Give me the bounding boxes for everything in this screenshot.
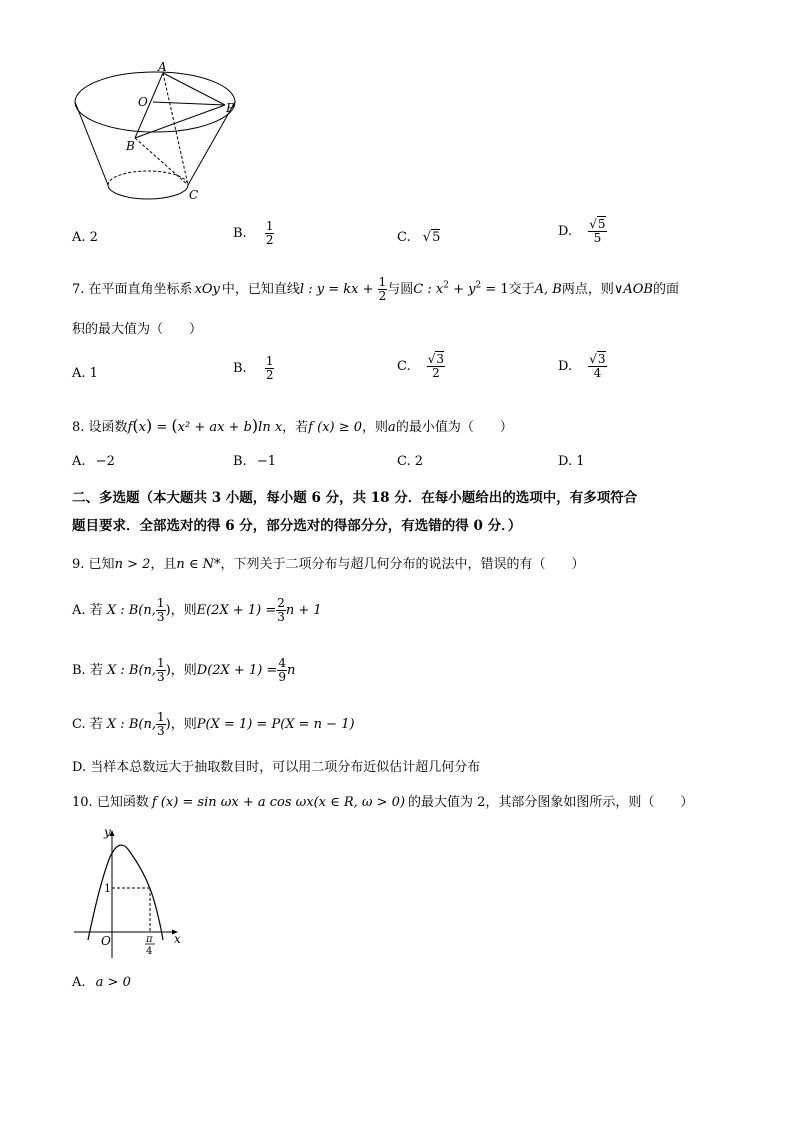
q7-line1 — [72, 276, 679, 303]
q7-text-c: 与圆 — [387, 282, 414, 297]
q6-d-num — [588, 218, 606, 232]
q10-stem — [72, 791, 693, 810]
bottom-ellipse-back — [108, 171, 188, 185]
q7-option-d-fraction — [588, 353, 606, 380]
q7-b-num: 1 — [265, 354, 274, 368]
origin-label: O — [101, 934, 111, 948]
q6-c-root: √ — [422, 230, 432, 245]
label-P: P — [226, 101, 235, 115]
q9-a-frac2 — [276, 597, 286, 624]
q8-ln: ln x — [258, 420, 283, 435]
q7-option-b-fraction — [265, 355, 275, 382]
q9-text-b: ，且 — [150, 557, 177, 572]
q9-b-frac2 — [277, 657, 287, 684]
label-B: B — [126, 139, 135, 153]
q8-stem — [72, 416, 513, 435]
q7-c-radicand: 3 — [436, 352, 445, 366]
q9-option-c — [72, 711, 355, 738]
q7-text-d: 交于 — [508, 282, 535, 297]
q6-d-radicand: 5 — [597, 217, 606, 231]
q7-triangle: ∨AOB — [613, 282, 653, 297]
q9-b-expr: D(2X + 1) = — [196, 663, 278, 678]
q9-a-then: ，则 — [170, 603, 197, 618]
q10-a-value: a > 0 — [95, 975, 131, 990]
q9-b-tail: n — [286, 663, 296, 678]
q7-line2-text: 积的最大值为（ ） — [72, 322, 203, 337]
q10-text-a: 已知函数 — [96, 795, 149, 810]
q9-b-b: B(n, — [128, 663, 157, 678]
q9-b-then: ，则 — [170, 663, 197, 678]
q8-option-a-value: −2 — [95, 454, 115, 469]
q7-option-a — [72, 366, 98, 381]
q8-rparen: ) — [145, 416, 153, 435]
q8-poly: x² + ax + b — [177, 420, 252, 435]
q9-c-frac1 — [156, 711, 166, 738]
q8-option-b-label: B. — [233, 454, 247, 469]
q9-a-pre: 若 — [89, 603, 103, 618]
q7-circle: C : x — [413, 282, 444, 297]
q8-option-d-label: D. — [558, 454, 573, 469]
q6-d-root: √ — [589, 217, 597, 231]
q9-b-x: X : — [106, 663, 125, 678]
q9-a-label: A. — [72, 603, 86, 618]
q8-lparen: ( — [132, 416, 139, 435]
q6-option-d-fraction — [588, 218, 606, 245]
segment-OP — [153, 102, 225, 105]
tick-pi-label: π — [146, 934, 153, 945]
q9-b-n2: 4 — [278, 656, 286, 670]
q8-x: x — [138, 420, 146, 435]
q7-option-c-label: C. — [397, 359, 411, 374]
label-O: O — [138, 95, 148, 109]
section2-line1-text: 二、多选题（本大题共 3 小题，每小题 6 分，共 18 分．在每小题给出的选项中，有多项符合 — [72, 490, 638, 506]
q6-option-a-label: A. — [72, 230, 86, 245]
q7-option-c — [397, 353, 445, 380]
q9-c-n1: 1 — [156, 710, 165, 724]
q8-option-b — [233, 454, 276, 469]
q10-func: f (x) = sin ωx + a cos ωx(x ∈ R, ω > 0) — [151, 795, 406, 810]
q6-d-den: 5 — [593, 231, 602, 245]
q6-b-den: 2 — [265, 233, 274, 247]
q9-a-d1: 3 — [156, 610, 165, 624]
q8-number: 8. — [72, 420, 85, 435]
q7-option-a-label: A. — [72, 366, 86, 381]
q9-c-close: ) — [165, 717, 171, 732]
q9-cond1: n > 2 — [114, 557, 151, 572]
q9-text-a: 已知 — [88, 557, 115, 572]
q7-c-num — [427, 353, 445, 367]
q9-a-frac1 — [156, 597, 166, 624]
q7-option-b — [233, 355, 274, 382]
q8-text-c: ，则 — [362, 420, 389, 435]
q7-sup-y: 2 — [475, 280, 482, 291]
q8-option-d-value: 1 — [576, 454, 585, 469]
q9-a-b: B(n, — [128, 603, 156, 618]
q8-text-b: ，若 — [282, 420, 309, 435]
q9-b-pre: 若 — [89, 663, 103, 678]
side-left — [75, 102, 108, 185]
tick-1-label: 1 — [104, 882, 111, 895]
q10-text-b: 的最大值为 2，其部分图象如图所示，则（ ） — [408, 795, 694, 810]
q9-b-n1: 1 — [157, 656, 165, 670]
q9-a-d2: 3 — [277, 610, 285, 624]
q7-option-d-label: D. — [558, 359, 573, 374]
q9-c-b: B(n, — [128, 717, 156, 732]
q6-option-b-fraction — [265, 220, 275, 247]
q6-option-b-label: B. — [233, 226, 247, 241]
section2-line2 — [72, 514, 521, 534]
q7-option-b-label: B. — [233, 361, 247, 376]
q7-c-den: 2 — [432, 366, 440, 380]
q6-option-d — [558, 218, 607, 245]
tick-four-label: 4 — [146, 946, 153, 957]
q9-b-frac1 — [156, 657, 166, 684]
q8-cond: f (x) ≥ 0 — [308, 420, 363, 435]
q6-option-a — [72, 230, 98, 245]
q9-a-n2: 2 — [277, 596, 285, 610]
label-A: A — [158, 60, 167, 74]
q8-option-a — [72, 454, 115, 469]
q8-a: a — [388, 420, 396, 435]
q9-a-x: X : — [106, 603, 125, 618]
q9-text-c: ，下列关于二项分布与超几何分布的说法中，错误的有（ ） — [220, 557, 585, 572]
q9-a-tail: n + 1 — [285, 603, 322, 618]
q9-c-pre: 若 — [89, 717, 103, 732]
q8-option-d — [558, 454, 585, 469]
q8-option-c-value: 2 — [414, 454, 424, 469]
q7-d-radicand: 3 — [597, 352, 606, 366]
q8-text-d: 的最小值为（ ） — [395, 420, 513, 435]
q7-plus-y: + y — [448, 282, 476, 297]
q9-cond2: n ∈ N* — [176, 557, 221, 572]
y-label: y — [104, 825, 111, 839]
q10-number: 10. — [72, 795, 93, 810]
bottom-ellipse-front — [108, 185, 188, 199]
sine-curve — [88, 845, 163, 940]
q7-d-root: √ — [589, 352, 597, 366]
q9-c-label: C. — [72, 717, 86, 732]
q7-sup-x: 2 — [443, 280, 449, 291]
segment-AP — [163, 73, 225, 105]
q9-number: 9. — [72, 557, 85, 572]
q6-option-c — [397, 230, 440, 245]
q9-a-expr: E(2X + 1) = — [196, 603, 277, 618]
q7-b-den: 2 — [265, 368, 274, 382]
section2-line2-text: 题目要求．全部选对的得 6 分，部分选对的得部分分，有选错的得 0 分．） — [72, 518, 522, 534]
q7-eq1: = 1 — [481, 282, 509, 297]
q6-option-a-value: 2 — [89, 230, 98, 245]
q8-rparen2: ) — [251, 416, 259, 435]
q7-line-l: l : y = kx + — [299, 282, 374, 297]
frustum-figure — [68, 60, 248, 210]
q9-b-d1: 3 — [157, 670, 165, 684]
q9-option-d — [72, 756, 480, 775]
q8-lparen2: ( — [171, 416, 178, 435]
q7-option-c-fraction — [427, 353, 445, 380]
q7-c-root: √ — [427, 352, 436, 366]
q6-option-d-label: D. — [558, 224, 573, 239]
q7-half-den: 2 — [378, 289, 387, 303]
q9-d-label: D. — [72, 760, 87, 775]
q7-option-d — [558, 353, 607, 380]
q8-f: f — [127, 420, 133, 435]
x-label: x — [174, 932, 181, 946]
q8-eq: = — [152, 420, 172, 435]
q10-a-label: A. — [72, 975, 86, 990]
q9-c-x: X : — [106, 717, 125, 732]
q7-xoy: xOy — [194, 282, 220, 297]
q7-number: 7. — [72, 282, 85, 297]
q9-option-a — [72, 597, 322, 624]
q7-half-num: 1 — [378, 275, 387, 289]
q6-b-num: 1 — [265, 219, 274, 233]
q9-c-d1: 3 — [156, 724, 165, 738]
q6-option-c-label: C. — [397, 230, 411, 245]
q8-option-c-label: C. — [397, 454, 411, 469]
q9-a-close: ) — [165, 603, 171, 618]
q9-stem — [72, 553, 585, 572]
q8-option-b-value: −1 — [256, 454, 276, 469]
q10-option-a — [72, 975, 131, 990]
q7-line2 — [72, 318, 202, 337]
q6-c-radicand: 5 — [432, 230, 441, 245]
q9-b-d2: 9 — [278, 670, 286, 684]
q8-option-c — [397, 454, 423, 469]
q10-graph — [70, 822, 190, 960]
q7-ab: A, B — [534, 282, 562, 297]
q8-option-a-label: A. — [72, 454, 86, 469]
q7-option-a-value: 1 — [89, 366, 98, 381]
section2-line1 — [72, 486, 637, 506]
q9-a-n1: 1 — [156, 596, 165, 610]
q7-d-num — [588, 353, 606, 367]
label-C: C — [189, 188, 199, 202]
segment-BC — [135, 138, 188, 185]
q7-text-f: 的面 — [653, 282, 680, 297]
q9-c-expr: P(X = 1) = P(X = n − 1) — [196, 717, 355, 732]
q6-option-b — [233, 220, 274, 247]
q7-text-b: 中，已知直线 — [221, 282, 300, 297]
q9-b-close: ) — [165, 663, 171, 678]
q7-half — [378, 276, 388, 303]
segment-BP — [135, 105, 225, 138]
q9-c-then: ，则 — [170, 717, 197, 732]
q7-d-den: 4 — [593, 366, 602, 380]
q8-text-a: 设函数 — [88, 420, 128, 435]
segment-AC — [163, 73, 188, 185]
q9-option-b — [72, 657, 295, 684]
q9-d-text: 当样本总数远大于抽取数目时，可以用二项分布近似估计超几何分布 — [90, 760, 481, 775]
q7-text-e: 两点，则 — [561, 282, 614, 297]
q9-b-label: B. — [72, 663, 86, 678]
q7-text-a: 在平面直角坐标系 — [88, 282, 193, 297]
